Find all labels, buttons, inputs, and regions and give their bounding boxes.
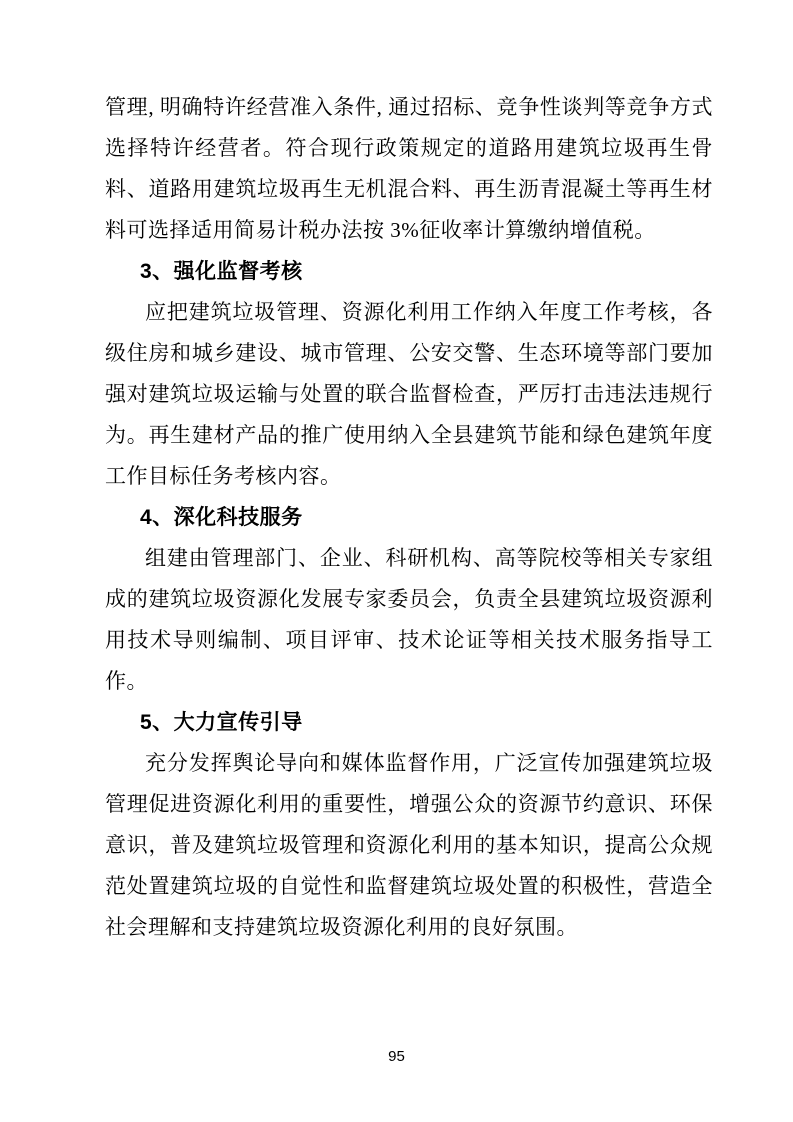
page-footer: [0, 1048, 793, 1066]
document-body: [105, 87, 713, 948]
paragraph-publicity-guidance: 充分发挥舆论导向和媒体监督作用，广泛宣传加强建筑垃圾管理促进资源化利用的重要性，增强公众的资源节约意识、环保意识，普及建筑垃圾管理和资源化利用的基本知识，提高公众规范处置建筑垃圾的自觉性和监督建筑垃圾处置的积极性，营造全社会理解和支持建筑垃圾资源化利用的良好氛围。: [105, 751, 713, 939]
page-number: 95: [388, 1048, 405, 1065]
heading-deepen-tech-services: 4、深化科技服务: [140, 506, 303, 529]
heading-publicity-guidance: 5、大力宣传引导: [140, 711, 303, 734]
paragraph-supervision-assessment: 应把建筑垃圾管理、资源化利用工作纳入年度工作考核，各级住房和城乡建设、城市管理、公安交警、生态环境等部门要加强对建筑垃圾运输与处置的联合监督检查，严厉打击违法违规行为。再生建材产品的推广使用纳入全县建筑节能和绿色建筑年度工作目标任务考核内容。: [105, 300, 713, 488]
paragraph-expert-committee: 组建由管理部门、企业、科研机构、高等院校等相关专家组成的建筑垃圾资源化发展专家委员会，负责全县建筑垃圾资源利用技术导则编制、项目评审、技术论证等相关技术服务指导工作。: [105, 546, 713, 693]
paragraph-franchise-tax-policy: 管理, 明确特许经营准入条件, 通过招标、竞争性谈判等竞争方式选择特许经营者。符合现行政策规定的道路用建筑垃圾再生骨料、道路用建筑垃圾再生无机混合料、再生沥青混凝土等再生材料可选择适用简易计税办法按 3%征收率计算缴纳增值税。: [105, 95, 713, 242]
heading-strengthen-supervision-assessment: 3、强化监督考核: [140, 260, 303, 283]
